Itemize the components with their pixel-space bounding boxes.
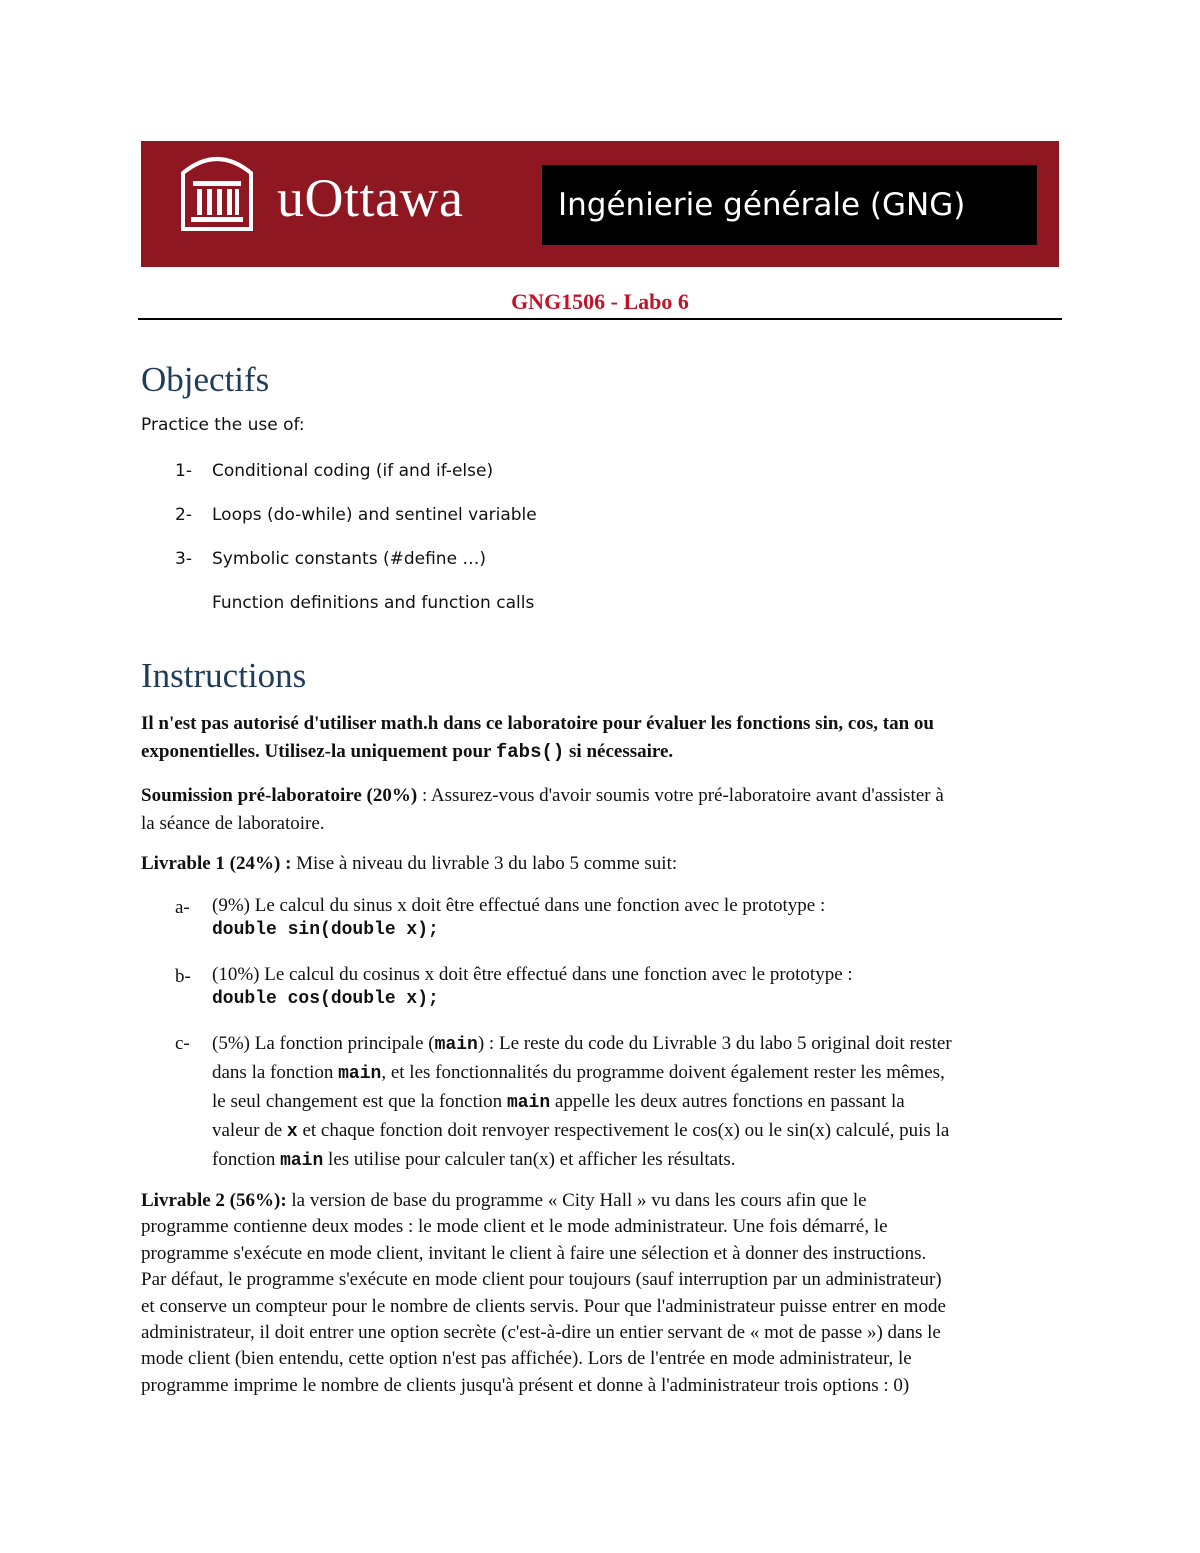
instructions-heading: Instructions [141,656,307,695]
objective-number: 1- [175,461,192,481]
objective-item: Conditional coding (if and if-else) [212,461,494,481]
university-building-icon [179,149,255,233]
list-item: (10%) Le calcul du cosinus x doit être effectué dans une fonction avec le prototype : double cos(double x); [212,964,853,1009]
livrable1-paragraph: Livrable 1 (24%) : Mise à niveau du livrable 3 du labo 5 comme suit: [141,853,678,874]
math-warning: Il n'est pas autorisé d'utiliser math.h dans ce laboratoire pour évaluer les fonctions sin, cos, tan ou exponentielles. Utilisez-la uniquement pour fabs() si nécessaire. [141,713,934,763]
department-label: Ingénierie générale (GNG) [542,165,1037,245]
list-marker: c- [175,1033,190,1054]
university-logo-text: uOttawa [277,168,464,228]
title-divider [138,318,1062,320]
livrable2-paragraph: Livrable 2 (56%): la version de base du programme « City Hall » vu dans les cours afin que le programme contienne deux modes : le mode client et le mode administrateur. Une fois démarré, le programme s'exécute en mode client, invitant le client à faire une sélection et à donner des instructions. Par défaut, le programme s'exécute en mode client pour toujours (sauf interruption par un administrateur) et conserve un compteur pour le nombre de clients servis. Pour que l'administrateur puisse entrer en mode administrateur, il doit entrer une option secrète (c'est-à-dire un entier servant de « mot de passe ») dans le mode client (bien entendu, cette option n'est pas affichée). Lors de l'entrée en mode administrateur, le programme imprime le nombre de clients jusqu'à présent et donne à l'administrateur trois options : 0) [141,1190,946,1396]
list-marker: a- [175,897,190,918]
objectifs-heading: Objectifs [141,360,270,399]
list-item: (9%) Le calcul du sinus x doit être effectué dans une fonction avec le prototype : double sin(double x); [212,895,826,940]
header-banner [141,141,1059,267]
objective-item: Symbolic constants (#define …) [212,549,487,569]
objective-item: Loops (do-while) and sentinel variable [212,505,537,525]
objective-number: 3- [175,549,192,569]
objective-item: Function definitions and function calls [212,593,535,613]
document-title: GNG1506 - Labo 6 [511,289,689,314]
list-marker: b- [175,966,191,987]
objective-number: 2- [175,505,192,525]
objectifs-intro: Practice the use of: [141,415,305,435]
prelab-paragraph: Soumission pré-laboratoire (20%) : Assurez-vous d'avoir soumis votre pré-laboratoire avant d'assister à la séance de laboratoire. [141,785,944,834]
list-item: (5%) La fonction principale (main) : Le reste du code du Livrable 3 du labo 5 original doit rester dans la fonction main, et les fonctionnalités du programme doivent également rester les mêmes, le seul changement est que la fonction main appelle les deux autres fonctions en passant la valeur de x et chaque fonction doit renvoyer respectivement le cos(x) ou le sin(x) calculé, puis la fonction main les utilise pour calculer tan(x) et afficher les résultats. [212,1033,952,1171]
